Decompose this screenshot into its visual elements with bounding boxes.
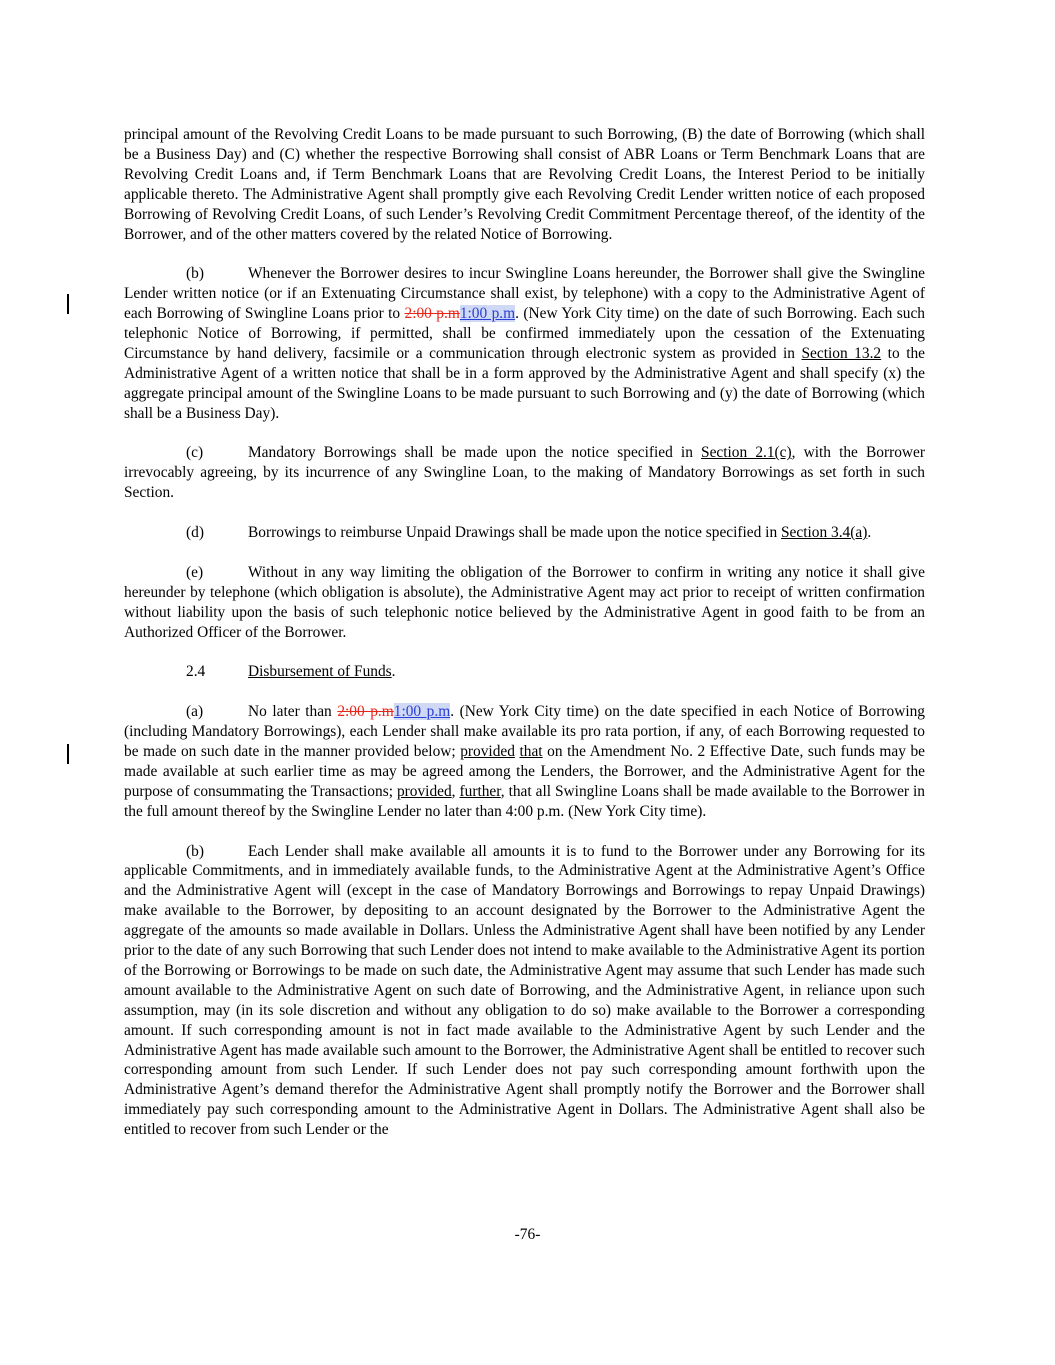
paragraph-text: on the Amendment No. 2 Effective Date, such funds may be made available at such earlier time as may be agreed among the Lenders, the Borrower, and the Administrative Agent for the purpose of consummating the Transactions; [124,743,925,800]
inserted-text: 1:00 p.m [459,305,516,323]
section-title: Disbursement of Funds [248,663,392,681]
defined-term: provided [396,782,452,800]
paragraph-text: principal amount of the Revolving Credit Loans to be made pursuant to such Borrowing, (B) the date of Borrowing (which shall be a Business Day) and (C) whether the respective Borrowing shall consist of ABR Loans or Term Benchmark Loans that are Revolving Credit Loans and, if Term Benchmark Loans that are Revolving Credit Loans, the Interest Period to be initially applicable thereto. The Administrative Agent shall promptly give each Revolving Credit Lender written notice of each proposed Borrowing of Revolving Credit Loans, of such Lender’s Revolving Credit Commitment Percentage thereof, of the identity of the Borrower, and of the other matters covered by the related Notice of Borrowing. [124,126,925,243]
change-bar [67,294,69,314]
paragraph-label: (c) [186,444,204,462]
section-reference: Section 13.2 [801,344,882,362]
defined-term: further [459,782,501,800]
paragraph-label: (e) [186,563,204,581]
paragraph-continuation [124,125,925,244]
change-bar [67,744,69,764]
paragraph-text: , that all Swingline Loans shall be made available to the Borrower in the full amount thereof by the Swingline Lender no later than 4:00 p.m. (New York City time). [124,782,925,820]
page-number: -76- [514,1226,541,1243]
paragraph-label: (b) [186,842,204,860]
deleted-text: 2:00 p.m [404,305,460,323]
paragraph-label: (d) [186,524,204,542]
paragraph-text: Each Lender shall make available all amounts it is to fund to the Borrower under any Borrowing for its applicable Commitments, and in immediately available funds, to the Administrative Agent at the Administrative Agent’s Office and the Administrative Agent will (except in the case of Mandatory Borrowings and Borrowings to repay Unpaid Drawings) make available to the Borrower, by depositing to an account designated by the Borrower to the Administrative Agent the aggregate of the amounts so made available in Dollars. Unless the Administrative Agent shall have been notified by any Lender prior to the date of any such Borrowing that such Lender does not intend to make available to the Administrative Agent its portion of the Borrowing or Borrowings to be made on such date, the Administrative Agent may assume that such Lender has made such amount available to the Administrative Agent on such date of Borrowing, and the Administrative Agent, in reliance upon such assumption, may (in its sole discretion and without any obligation to do so) make available to the Borrower a corresponding amount. If such corresponding amount is not in fact made available to the Administrative Agent by such Lender and the Administrative Agent has made available such amount to the Borrower, the Administrative Agent shall be entitled to recover such corresponding amount from such Lender. If such Lender does not pay such corresponding amount forthwith upon the Administrative Agent’s demand therefor the Administrative Agent shall promptly notify the Borrower and the Borrower shall immediately pay such corresponding amount to the Administrative Agent in Dollars. The Administrative Agent shall also be entitled to recover from such Lender or the [124,842,925,1139]
defined-term: that [519,743,543,760]
paragraph-text: , [451,782,460,800]
section-paragraph-b [124,842,925,1141]
paragraph-label: (b) [186,265,204,283]
paragraph-c [124,443,925,503]
section-heading [124,662,925,682]
paragraph-text: . (New York City time) on the date specified in each Notice of Borrowing (including Mandatory Borrowings), each Lender shall make available its pro rata portion, if any, of each Borrowing requested to be made on such date in the manner provided below; [124,703,925,760]
paragraph-d [124,523,925,543]
paragraph-text: Mandatory Borrowings shall be made upon the notice specified in [248,444,702,462]
document-body [124,125,925,1160]
paragraph-text: Without in any way limiting the obligation of the Borrower to confirm in writing any notice it shall give hereunder by telephone (which obligation is absolute), the Administrative Agent may act prior to receipt of written confirmation without liability upon the basis of such telephonic notice believed by the Administrative Agent in good faith to be from an Authorized Officer of the Borrower. [124,563,925,641]
paragraph-text: . (New York City time) on the date of such Borrowing. Each such telephonic Notice of Borrowing, if permitted, shall be confirmed immediately upon the cessation of the Extenuating Circumstance by hand delivery, facsimile or a communication through electronic system as provided in [124,305,925,362]
paragraph-text: Whenever the Borrower desires to incur Swingline Loans hereunder, the Borrower shall give the Swingline Lender written notice (or if an Extenuating Circumstance shall exist, by telephone) with a copy to the Administrative Agent of each Borrowing of Swingline Loans prior to [124,265,925,323]
paragraph-text: . [867,524,872,542]
paragraph-text: , with the Borrower irrevocably agreeing, by its incurrence of any Swingline Loan, to the making of Mandatory Borrowings as set forth in such Section. [124,444,925,502]
section-reference: Section 2.1(c) [701,444,792,462]
paragraph-text: Borrowings to reimburse Unpaid Drawings shall be made upon the notice specified in [248,524,781,542]
inserted-text: 1:00 p.m [393,703,451,721]
deleted-text: 2:00 p.m [337,703,394,721]
defined-term: provided [460,743,515,760]
paragraph-b [124,264,925,423]
paragraph-label: (a) [186,703,204,721]
section-reference: Section 3.4(a) [781,524,868,542]
section-number: 2.4 [186,663,206,681]
section-paragraph-a [124,702,925,821]
paragraph-e [124,563,925,643]
section-title-suffix: . [391,663,396,681]
paragraph-text: to the Administrative Agent of a written notice that shall be in a form approved by the Administrative Agent and shall specify (x) the aggregate principal amount of the Swingline Loans to be made pursuant to such Borrowing and (y) the date of Borrowing (which shall be a Business Day). [124,344,925,422]
paragraph-text: No later than [248,703,338,721]
